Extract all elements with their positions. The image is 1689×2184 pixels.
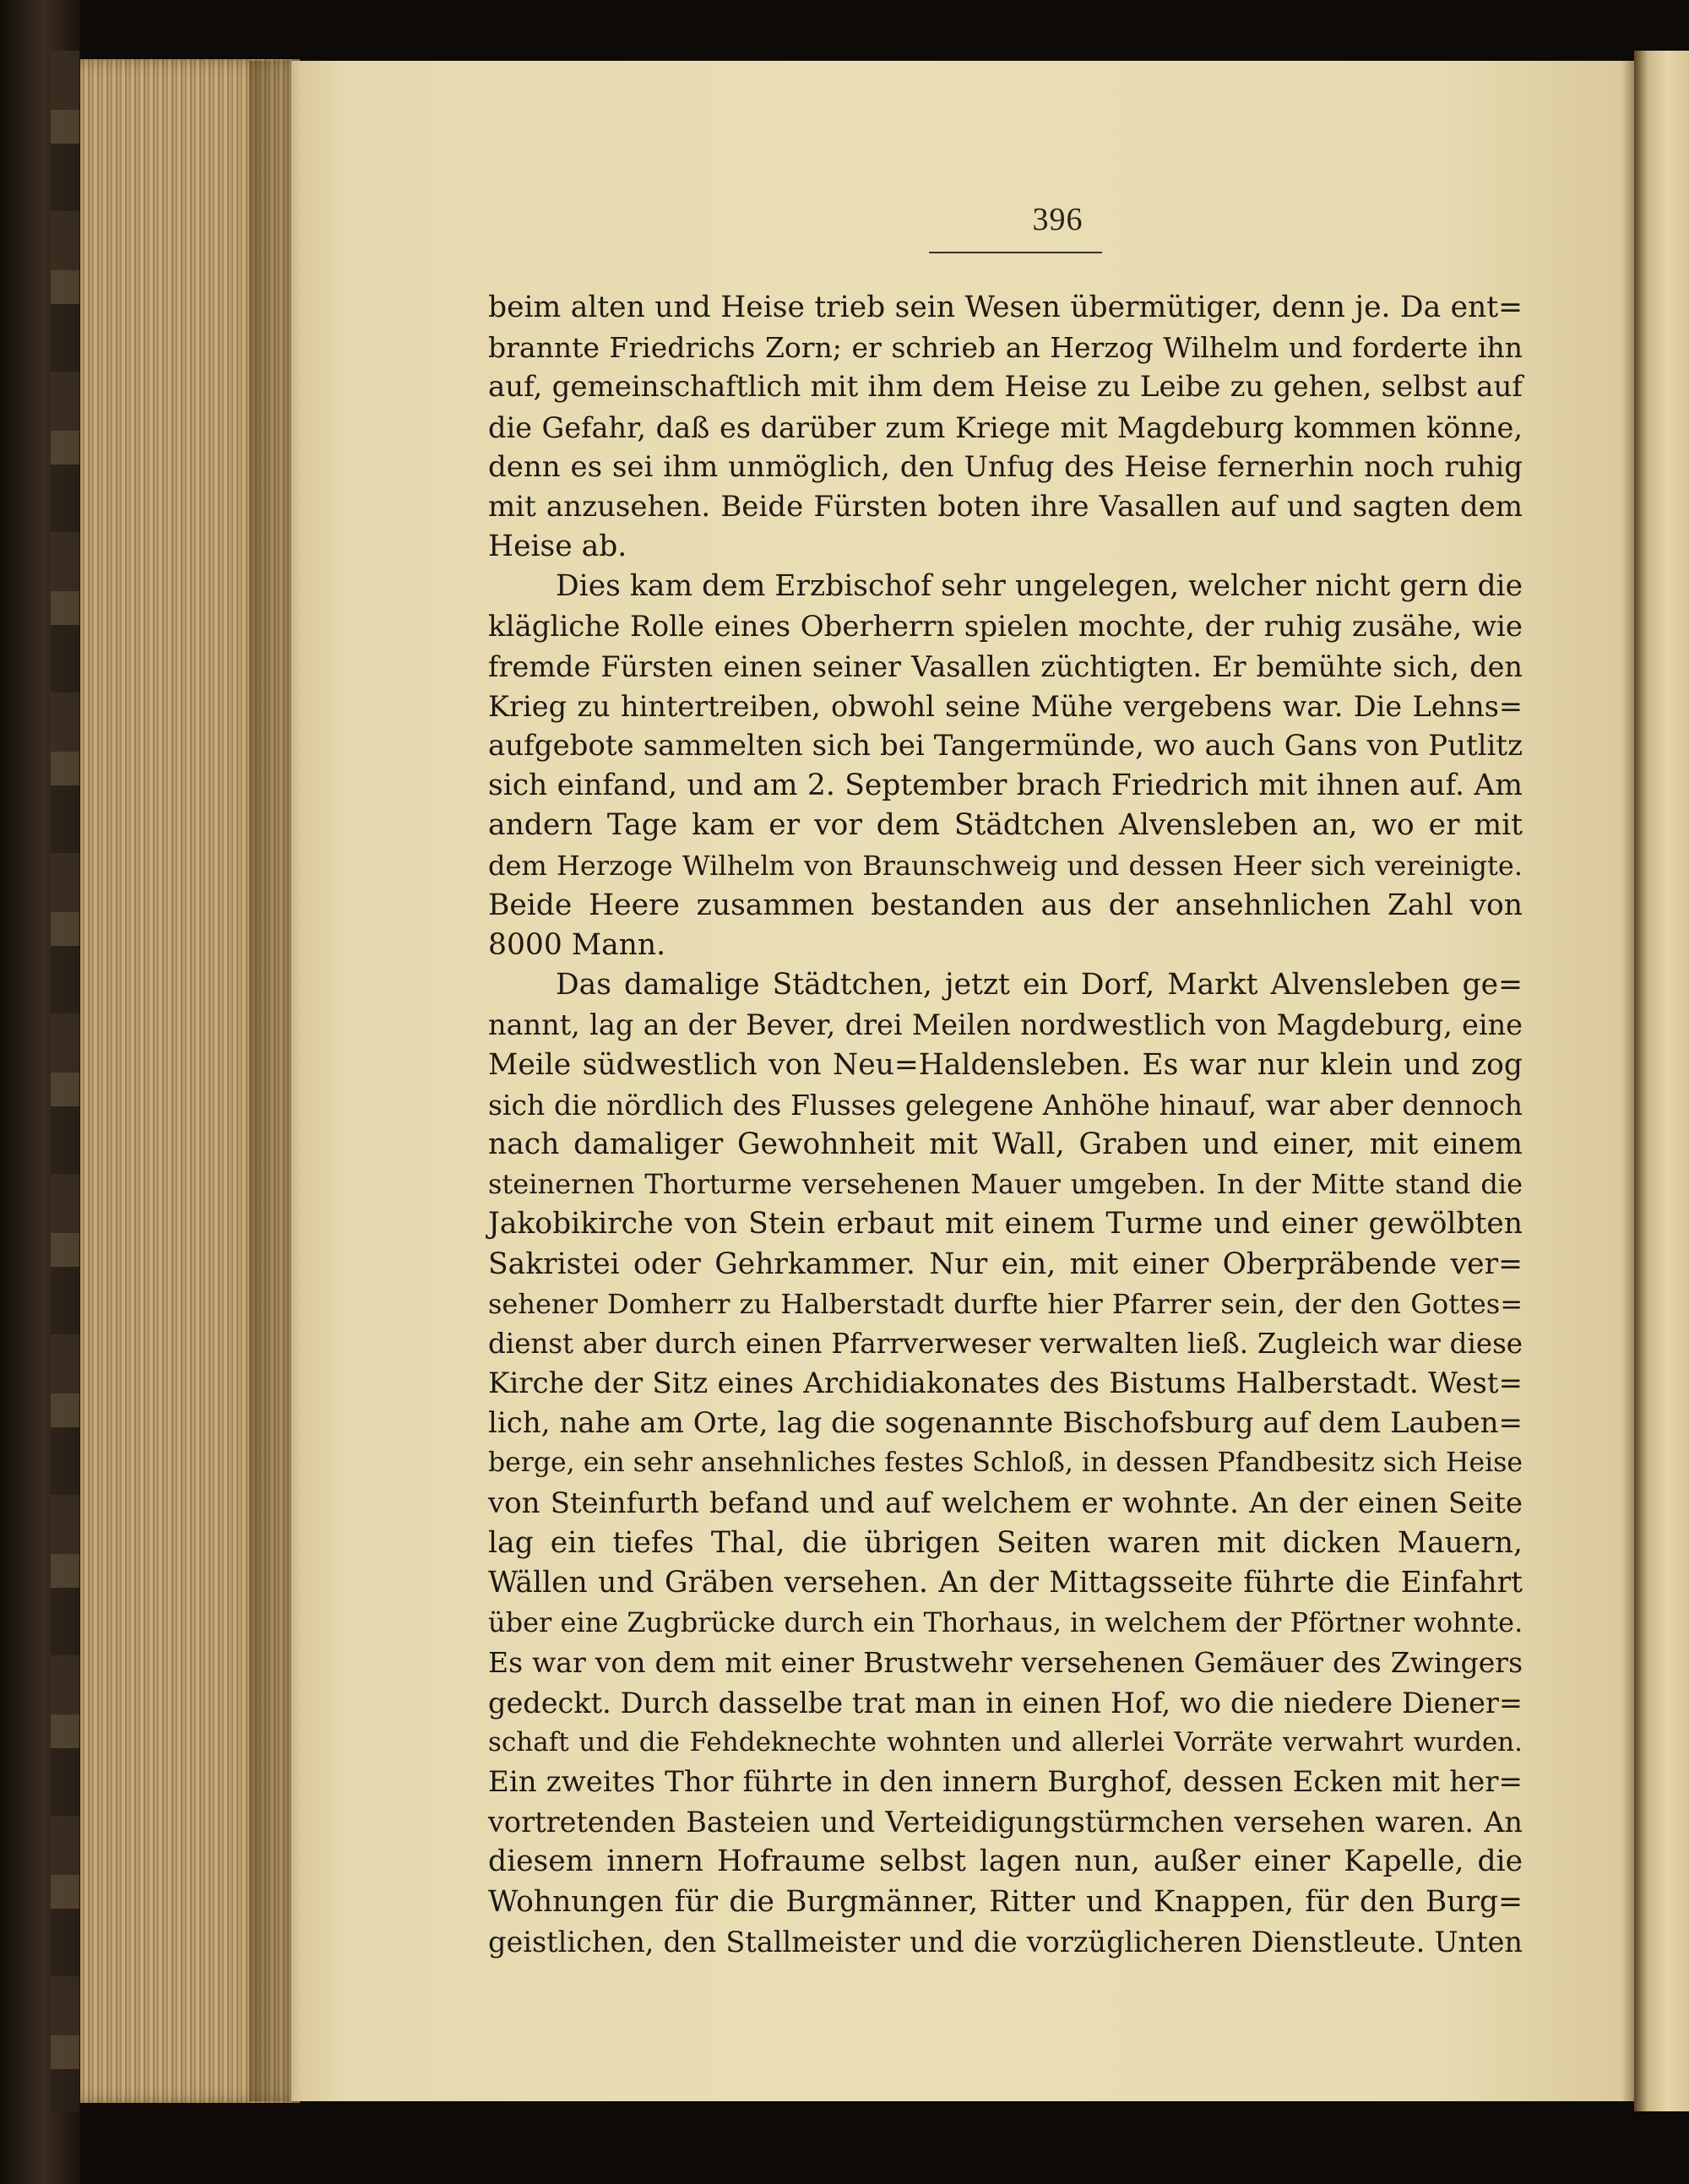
text-line: nach damaliger Gewohnheit mit Wall, Graben und einer, mit einem	[488, 1127, 1523, 1161]
text-line: nannt, lag an der Bever, drei Meilen nordwestlich von Magdeburg, eine	[488, 1008, 1523, 1042]
text-line: sich die nördlich des Flusses gelegene Anhöhe hinauf, war aber dennoch	[488, 1088, 1523, 1122]
text-line: Dies kam dem Erzbischof sehr ungelegen, welcher nicht gern die	[556, 569, 1523, 604]
text-line: denn es sei ihm unmöglich, den Unfug des Heise fernerhin noch ruhig	[488, 449, 1523, 484]
text-line: lag ein tiefes Thal, die übrigen Seiten waren mit dicken Mauern,	[488, 1525, 1523, 1560]
text-line: sehener Domherr zu Halberstadt durfte hier Pfarrer sein, der den Gottes=	[488, 1287, 1523, 1320]
page-fold-shadow	[249, 61, 300, 2101]
text-line: vortretenden Basteien und Verteidigungstürmchen versehen waren. An	[488, 1806, 1523, 1839]
text-line: Das damalige Städtchen, jetzt ein Dorf, Markt Alvensleben ge=	[556, 968, 1523, 1002]
text-line: klägliche Rolle eines Oberherrn spielen mochte, der ruhig zusähe, wie	[488, 609, 1523, 644]
text-line: beim alten und Heise trieb sein Wesen übermütiger, denn je. Da ent=	[488, 291, 1523, 324]
text-line: sich einfand, und am 2. September brach Friedrich mit ihnen auf. Am	[488, 769, 1523, 803]
text-line: von Steinfurth befand und auf welchem er wohnte. An der einen Seite	[488, 1486, 1523, 1520]
text-line: diesem innern Hofraume selbst lagen nun, außer einer Kapelle, die	[488, 1844, 1523, 1879]
text-line: berge, ein sehr ansehnliches festes Schloß, in dessen Pfandbesitz sich Heise	[488, 1448, 1523, 1479]
text-line: dienst aber durch einen Pfarrverweser verwalten ließ. Zugleich war diese	[488, 1327, 1523, 1360]
text-line: Heise ab.	[488, 530, 627, 564]
text-line: fremde Fürsten einen seiner Vasallen züchtigten. Er bemühte sich, den	[488, 649, 1523, 683]
facing-page-edge	[1634, 51, 1689, 2111]
text-line: dem Herzoge Wilhelm von Braunschweig und dessen Heer sich vereinigte.	[488, 849, 1523, 882]
text-line: die Gefahr, daß es darüber zum Kriege mit Magdeburg kommen könne,	[488, 410, 1523, 444]
text-line: Jakobikirche von Stein erbaut mit einem Turme und einer gewölbten	[488, 1207, 1523, 1241]
text-line: 8000 Mann.	[488, 928, 666, 962]
text-line: Krieg zu hintertreiben, obwohl seine Mühe vergebens war. Die Lehns=	[488, 689, 1523, 723]
page-number-rule	[929, 252, 1102, 253]
text-line: gedeckt. Durch dasselbe trat man in einen Hof, wo die niedere Diener=	[488, 1686, 1523, 1719]
text-line: schaft und die Fehdeknechte wohnten und allerlei Vorräte verwahrt wurden.	[488, 1726, 1523, 1758]
text-line: auf, gemeinschaftlich mit ihm dem Heise zu Leibe zu gehen, selbst auf	[488, 370, 1523, 405]
body-text	[488, 288, 1523, 1962]
text-line: lich, nahe am Orte, lag die sogenannte Bischofsburg auf dem Lauben=	[488, 1406, 1523, 1441]
text-line: Wohnungen für die Burgmänner, Ritter und Knappen, für den Burg=	[488, 1884, 1523, 1919]
text-line: geistlichen, den Stallmeister und die vorzüglicheren Dienstleute. Unten	[488, 1925, 1523, 1959]
text-line: Meile südwestlich von Neu=Haldensleben. Es war nur klein und zog	[488, 1047, 1523, 1082]
text-line: Wällen und Gräben versehen. An der Mittagsseite führte die Einfahrt	[488, 1566, 1523, 1600]
text-line: mit anzusehen. Beide Fürsten boten ihre Vasallen auf und sagten dem	[488, 489, 1523, 524]
text-line: Es war von dem mit einer Brustwehr versehenen Gemäuer des Zwingers	[488, 1646, 1523, 1680]
text-line: aufgebote sammelten sich bei Tangermünde, wo auch Gans von Putlitz	[488, 729, 1523, 763]
page-number: 396	[1032, 202, 1083, 237]
text-line: Sakristei oder Gehrkammer. Nur ein, mit einer Oberpräbende ver=	[488, 1247, 1523, 1281]
text-line: brannte Friedrichs Zorn; er schrieb an Herzog Wilhelm und forderte ihn	[488, 331, 1523, 365]
text-line: andern Tage kam er vor dem Städtchen Alvensleben an, wo er mit	[488, 808, 1523, 843]
text-line: Kirche der Sitz eines Archidiakonates des Bistums Halberstadt. West=	[488, 1366, 1523, 1401]
text-line: über eine Zugbrücke durch ein Thorhaus, in welchem der Pförtner wohnte.	[488, 1606, 1523, 1639]
book-cover-left	[0, 0, 80, 2184]
text-line: Beide Heere zusammen bestanden aus der ansehnlichen Zahl von	[488, 888, 1523, 922]
text-line: Ein zweites Thor führte in den innern Burghof, dessen Ecken mit her=	[488, 1764, 1523, 1799]
text-line: steinernen Thorturme versehenen Mauer umgeben. In der Mitte stand die	[488, 1168, 1523, 1201]
